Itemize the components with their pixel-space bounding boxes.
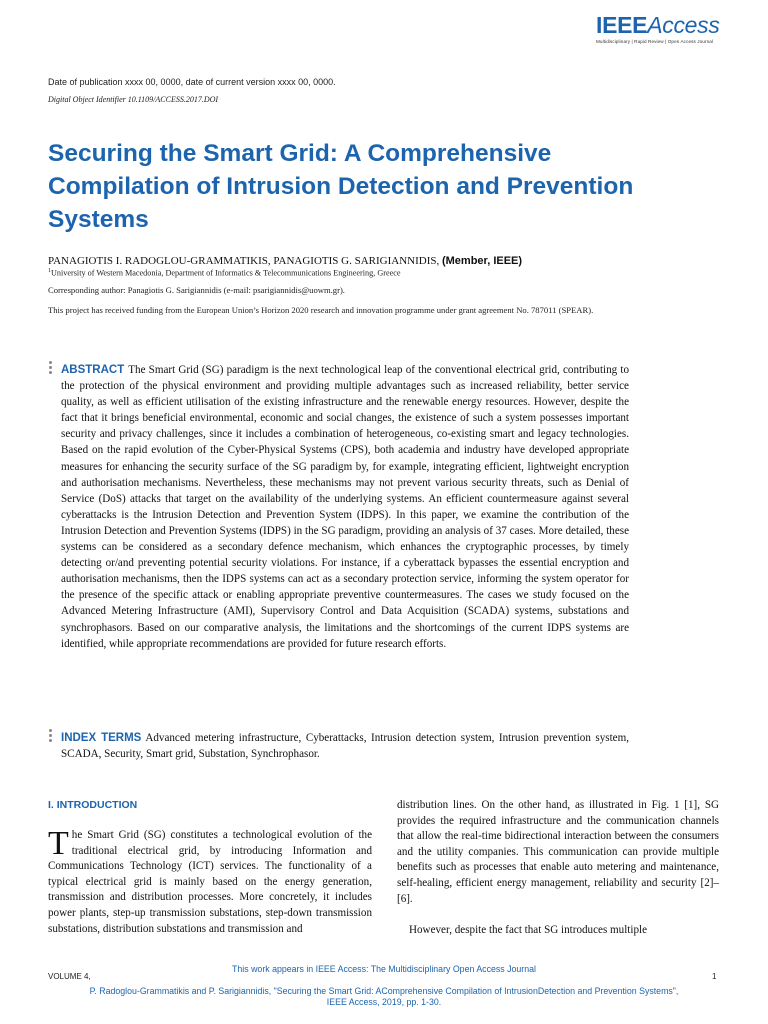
authors-names: PANAGIOTIS I. RADOGLOU-GRAMMATIKIS, PANAGIOTIS G. SARIGIANNIDIS,: [48, 255, 440, 267]
intro-left-column: [48, 825, 372, 937]
publication-date: Date of publication xxxx 00, 0000, date of current version xxxx 00, 0000.: [48, 77, 336, 87]
abstract-block: [61, 362, 629, 652]
author-list: [48, 255, 522, 267]
intro-left-text: he Smart Grid (SG) constitutes a technological evolution of the traditional electrical grid, by introducing Information and Communications Technology (ICT) services. The functionality of a typical electrical grid is mainly based on the energy generation, transmission and distribution processes. More concretely, it includes power plants, step-up transmission substations, step-down transmission substations, distribution substations and transmission and: [48, 829, 372, 935]
ieee-access-logo: [596, 13, 726, 44]
logo-access: Access: [647, 12, 720, 38]
intro-right-paragraph-1: distribution lines. On the other hand, as illustrated in Fig. 1 [1], SG provides the required infrastructure and the communication channels that allow the real-time bidirectional interaction between the consumers and the utility companies. This communication can provide multiple benefits such as processes that enable auto metering and maintenance, self-healing, efficient energy management, reliability and security [2]–[6].: [397, 799, 719, 905]
intro-right-column: [397, 798, 719, 939]
corresponding-author: Corresponding author: Panagiotis G. Sarigiannidis (e-mail: psarigiannidis@uowm.gr).: [48, 285, 345, 295]
section-heading-introduction: I. INTRODUCTION: [48, 799, 138, 811]
footer-volume: VOLUME 4,: [48, 972, 91, 981]
footer-citation: P. Radoglou-Grammatikis and P. Sarigiannidis, "Securing the Smart Grid: AComprehensive Compilation of IntrusionDetection and Prevention Systems", IEEE Access, 2019, pp. 1-30.: [89, 986, 679, 1007]
abstract-dots-icon: [49, 361, 53, 376]
footer-page-number: 1: [712, 972, 717, 981]
affiliation-text: University of Western Macedonia, Department of Informatics & Telecommunications Engineering, Greece: [51, 268, 401, 278]
abstract-text: The Smart Grid (SG) paradigm is the next technological leap of the conventional electrical grid, contributing to the protection of the physical environment and providing multiple advantages such as increased reliability, better service quality, as well as efficient utilisation of the existing infrastructure and the renewable energy resources. However, despite the fact that it brings beneficial environmental, economic and social changes, the existence of such a system possesses important security and privacy challenges, since it includes a combination of heterogeneous, co-existing smart and legacy technologies. Based on the rapid evolution of the Cyber-Physical Systems (CPS), both academia and industry have developed appropriate measures for enhancing the security surface of the SG paradigm by, for example, integrating efficient, lightweight encryption and authorisation mechanisms. Nevertheless, these mechanisms may not prevent various security threats, such as Denial of Service (DoS) attacks that target on the availability of the underlying systems. An efficient countermeasure against several cyberattacks is the Intrusion Detection and Prevention System (IDPS). In this paper, we examine the contribution of the Intrusion Detection and Prevention Systems (IDPS) in the SG paradigm, providing an analysis of 37 cases. More detailed, these systems can be considered as a secondary defence mechanism, which enhances the cryptographic processes, by timely detecting or/and preventing potential security violations. For instance, if a cyberattack bypasses the essential encryption and authorisation mechanisms, then the IDPS systems can act as a secondary protection service, informing the system operator for the presence of the specific attack or enabling appropriate preventive countermeasures. The cases we study focused on the Advanced Metering Infrastructure (AMI), Supervisory Control and Data Acquisition (SCADA) systems, substations and synchrophasors. Based on our comparative analysis, the limitations and the shortcomings of the current IDPS systems are identified, while appropriate recommendations are provided for future research efforts.: [61, 364, 629, 650]
logo-ieee: IEEE: [596, 12, 648, 38]
paper-title: Securing the Smart Grid: A Comprehensive Compilation of Intrusion Detection and Prevention Systems: [48, 140, 634, 233]
affiliation-mark: 1: [48, 268, 51, 274]
logo-wordmark: [596, 13, 726, 37]
index-terms-block: [61, 730, 629, 762]
logo-tagline: Multidisciplinary | Rapid Review | Open Access Journal: [596, 39, 714, 44]
drop-cap: T: [48, 825, 69, 862]
index-terms-label: INDEX TERMS: [61, 732, 142, 744]
footer-journal-note: This work appears in IEEE Access: The Multidisciplinary Open Access Journal: [232, 964, 536, 974]
intro-right-paragraph-2: However, despite the fact that SG introduces multiple: [409, 924, 648, 937]
affiliation: [48, 268, 401, 278]
funding-note: This project has received funding from the European Union’s Horizon 2020 research and innovation programme under grant agreement No. 787011 (SPEAR).: [48, 305, 594, 315]
doi-line: Digital Object Identifier 10.1109/ACCESS.2017.DOI: [48, 95, 219, 104]
member-note: (Member, IEEE): [441, 255, 523, 267]
index-terms-text: Advanced metering infrastructure, Cyberattacks, Intrusion detection system, Intrusion prevention system, SCADA, Security, Smart grid, Substation, Synchrophasor.: [61, 732, 629, 760]
index-terms-dots-icon: [49, 729, 53, 744]
abstract-label: ABSTRACT: [61, 364, 125, 376]
